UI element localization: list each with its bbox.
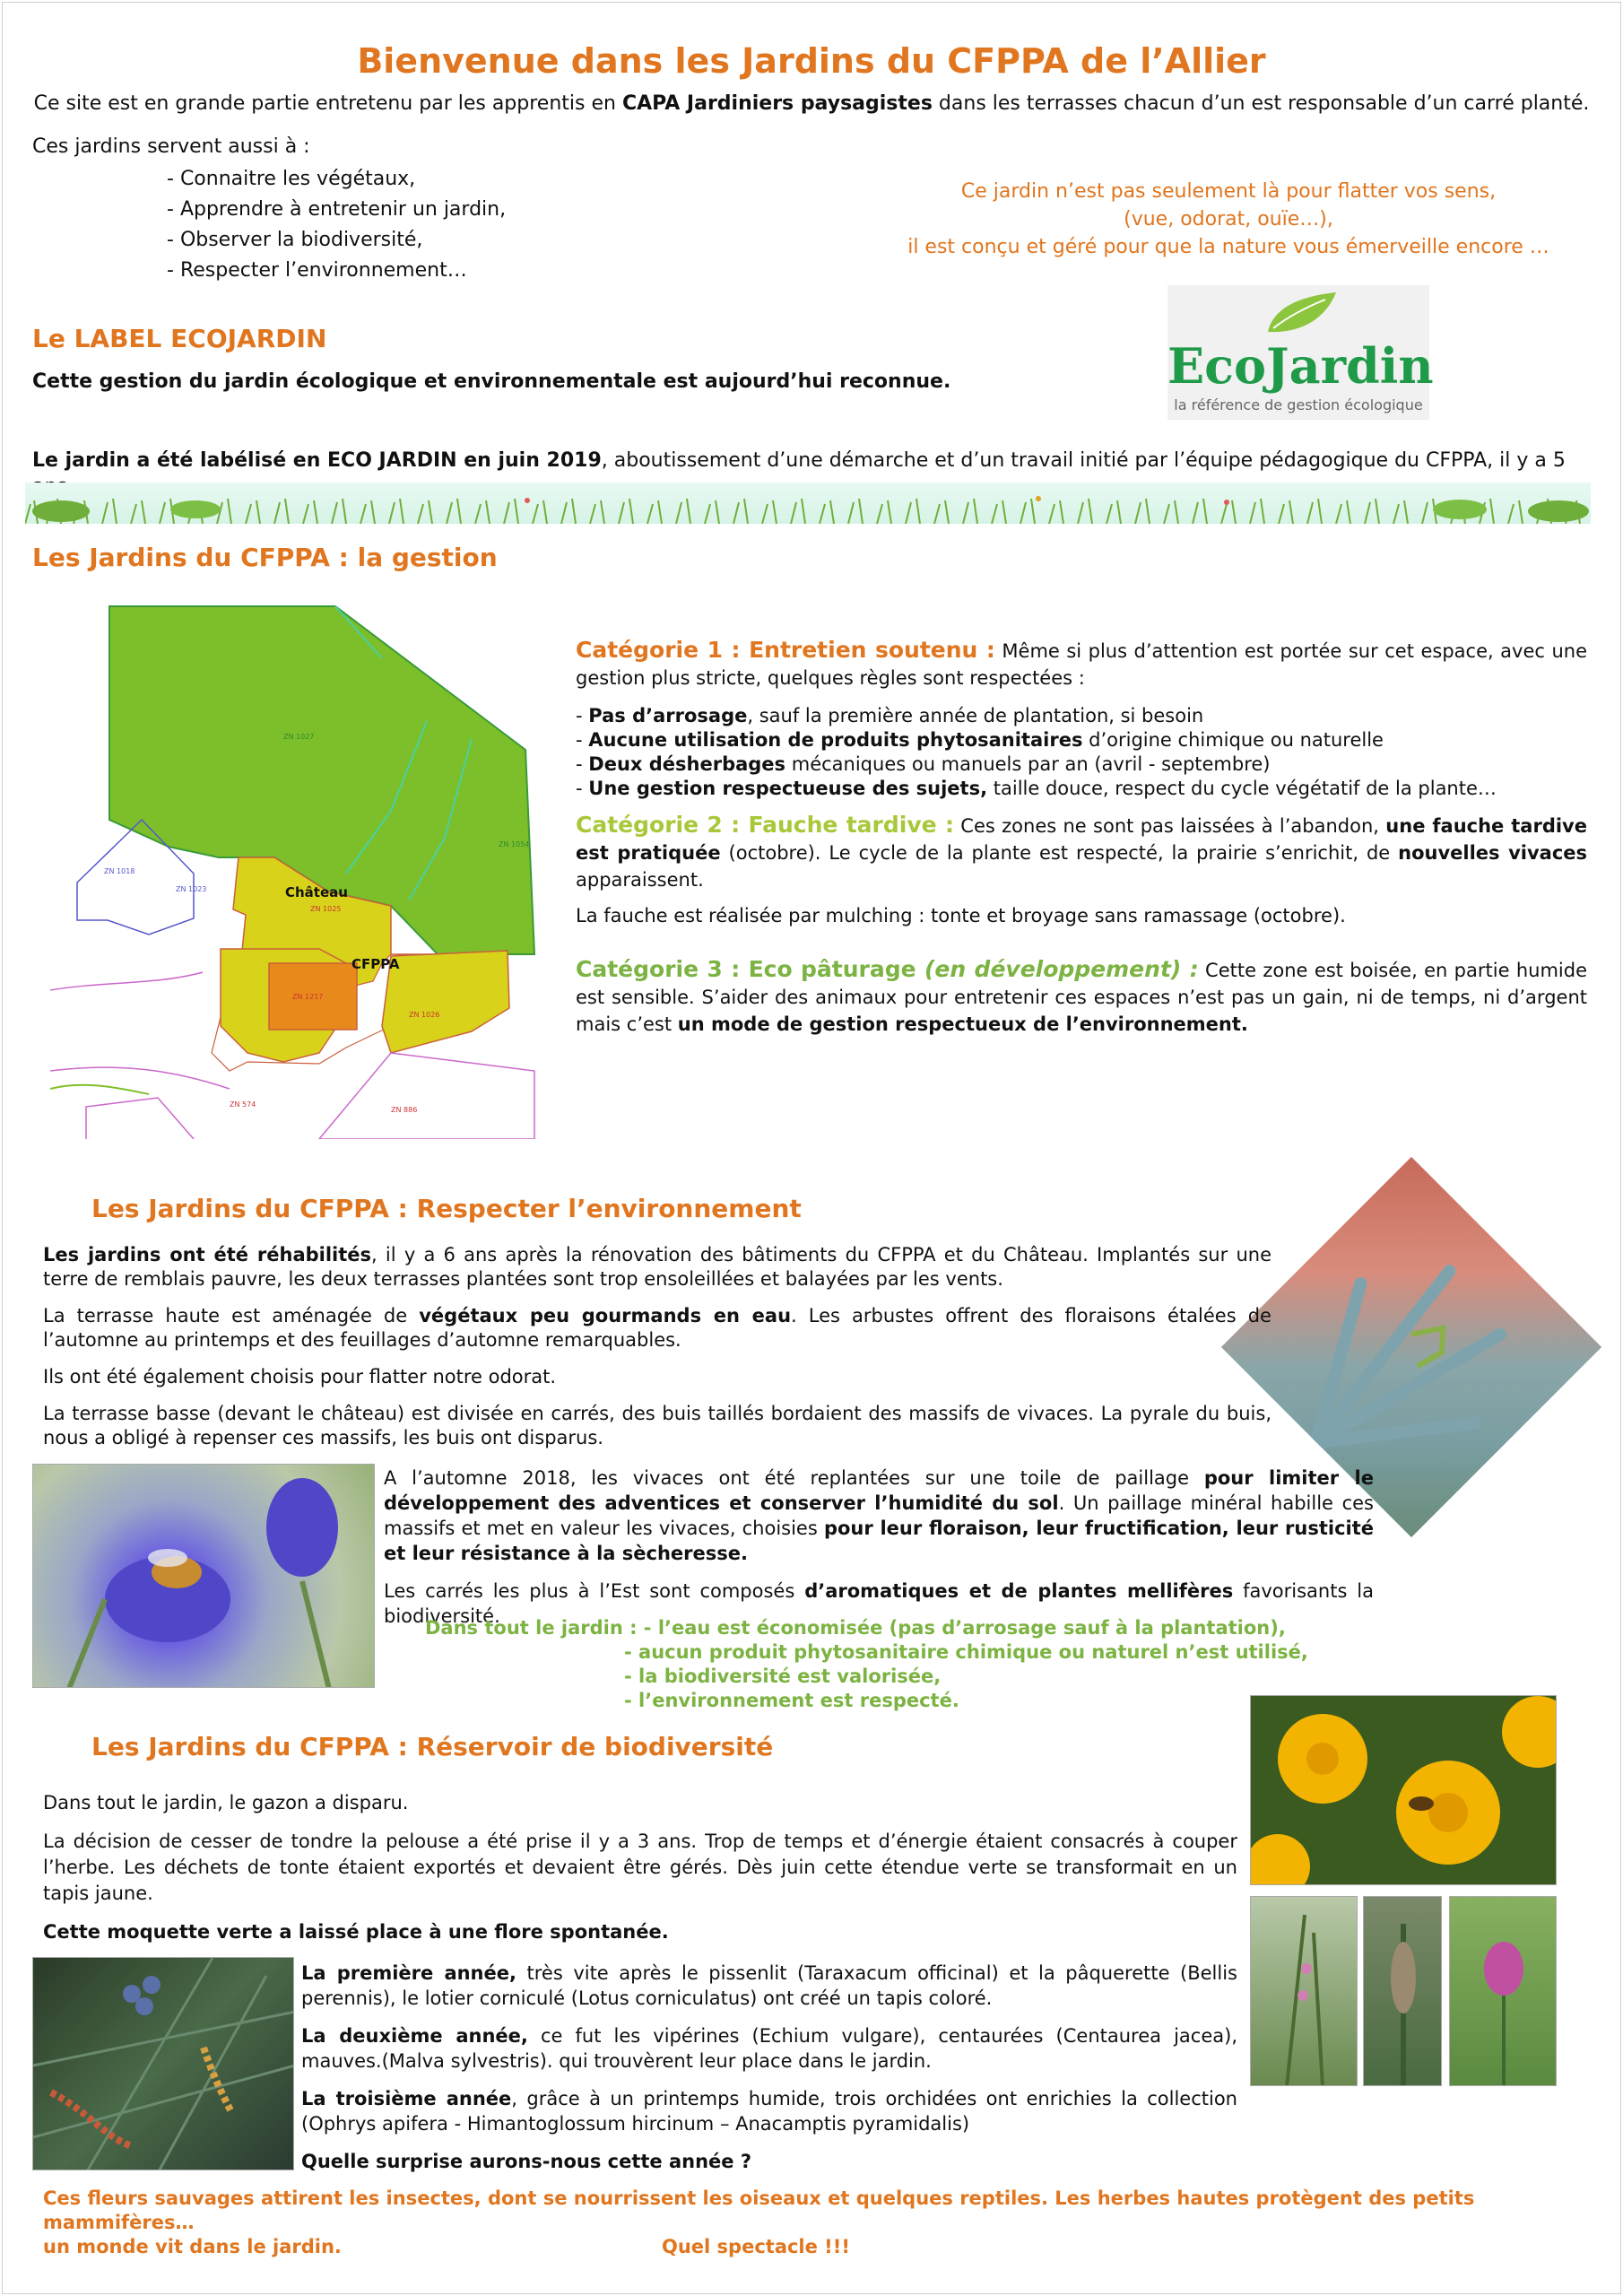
closing-text [43,2187,1567,2259]
environment-summary [425,1616,1322,1713]
cat3-paragraph: Catégorie 3 : Eco pâturage (en développement) : Cette zone est boisée, en partie humide est sensible. S’aider des animaux pour entretenir ces espaces n’est pas un gain, ni de temps, ni d’argent mais c’est un mode de gestion respectueux de l’environnement. [576,956,1588,1035]
bio-p1: Dans tout le jardin, le gazon a disparu. [43,1792,409,1813]
list-item: - Une gestion respectueuse des sujets, taille douce, respect du cycle végétatif de la plante… [576,777,1587,801]
environment-heading: Les Jardins du CFPPA : Respecter l’environnement [91,1194,802,1223]
grass-banner [25,483,1591,524]
orchid-photo-3 [1449,1896,1557,2086]
senses-line: il est conçu et géré pour que la nature vous émerveille encore … [907,236,1549,258]
caterpillar-photo [32,1957,294,2170]
env-p4: La terrasse basse (devant le château) est divisée en carrés, des buis taillés bordaient des massifs de vivaces. La pyrale du buis, nous a obligé à repenser ces massifs, les buis ont disparus. [43,1403,1271,1448]
cat2-paragraph: Catégorie 2 : Fauche tardive : Ces zones ne sont pas laissées à l’abandon, une fauche tardive est pratiquée (octobre). Le cycle de la plante est respecté, la prairie s’enrichit, de nouvelles vivaces apparaissent. [576,812,1588,891]
bio-year-2: La deuxième année, ce fut les vipérines (Echium vulgare), centaurées (Centaurea jacea), mauves.(Malva sylvestris). qui trouvèrent leur place dans le jardin. [301,2025,1237,2072]
environment-text [43,1243,1271,1450]
closing-line: Ces fleurs sauvages attirent les insectes, dont se nourrissent les oiseaux et quelques reptiles. Les herbes hautes protègent des petits mammifères… [43,2187,1475,2233]
summary-item: - la biodiversité est valorisée, [624,1665,942,1687]
senses-line: (vue, odorat, ouïe…), [1124,208,1333,230]
ecojardin-logo [1167,285,1434,420]
svg-text:ZN 1217: ZN 1217 [292,993,324,1001]
svg-text:ZN 1054: ZN 1054 [499,840,530,848]
env-p3: Ils ont été également choisis pour flatter notre odorat. [43,1366,557,1387]
list-item: - Pas d’arrosage, sauf la première année de plantation, si besoin [576,704,1587,728]
svg-text:ZN 1025: ZN 1025 [310,905,342,913]
bio-year-1: La première année, très vite après le pissenlit (Taraxacum officinal) et la pâquerette (Bellis perennis), le lotier corniculé (Lotus corniculatus) ont créé un tapis coloré. [301,1962,1237,2009]
page-title: Bienvenue dans les Jardins du CFPPA de l’Allier [357,41,1266,81]
env-p6: Les carrés les plus à l’Est sont composés d’aromatiques et de plantes mellifères favorisants la biodiversité. [384,1580,1375,1627]
logo-tagline: la référence de gestion écologique [1174,396,1423,413]
orchid-photo-1 [1250,1896,1358,2086]
map-label-chateau: Château [285,884,348,900]
label-sentence: Cette gestion du jardin écologique et environnementale est aujourd’hui reconnue. [32,370,951,393]
list-item: - Deux désherbages mécaniques ou manuels par an (avril - septembre) [576,752,1587,777]
bee-cornflower-photo [32,1464,375,1688]
environment-text-2 [384,1465,1374,1629]
biodiversity-text [43,1790,1237,1945]
env-p1: Les jardins ont été réhabilités, il y a 6 ans après la rénovation des bâtiments du CFPPA et du Château. Implantés sur une terre de remblais pauvre, les deux terrasses plantées sont trop ensoleillées et balayées par les vents. [43,1244,1272,1290]
senses-text [852,178,1605,261]
site-map-drawing [50,604,542,1139]
orchid-photo-2 [1363,1896,1442,2086]
svg-text:ZN 1026: ZN 1026 [409,1011,440,1019]
list-item: - Observer la biodiversité, [167,225,570,256]
gestion-categories [576,637,1587,1038]
summary-item: - l’environnement est respecté. [624,1690,959,1711]
bio-p2: La décision de cesser de tondre la pelouse a été prise il y a 3 ans. Trop de temps et d’énergie étaient consacrés à couper l’herbe. Les déchets de tonte étaient exportés et devaient être gérés. Dès juin cette étendue verte se transformait en un tapis jaune. [43,1831,1237,1904]
svg-text:ZN 1018: ZN 1018 [104,867,135,875]
site-map [50,604,542,1139]
svg-text:ZN 1023: ZN 1023 [176,885,207,893]
bio-year-3: La troisième année, grâce à un printemps humide, trois orchidées ont enrichies la collection (Ophrys apifera - Himantoglossum hircinum – Anacamptis pyramidalis) [301,2088,1237,2135]
list-item: - Aucune utilisation de produits phytosanitaires d’origine chimique ou naturelle [576,728,1587,752]
map-label-cfppa: CFPPA [352,956,400,972]
list-item: - Apprendre à entretenir un jardin, [167,195,570,225]
intro-text: Ce site est en grande partie entretenu par les apprentis en CAPA Jardiniers paysagistes dans les terrasses chacun d’un est responsable d’un carré planté. [33,92,1590,115]
closing-line: un monde vit dans le jardin. Quel spectacle !!! [43,2236,850,2257]
logo-name: EcoJardin [1167,337,1434,395]
cat1-rules [576,704,1587,801]
biodiversity-heading: Les Jardins du CFPPA : Réservoir de biodiversité [91,1732,774,1761]
list-item: - Connaitre les végétaux, [167,164,570,195]
svg-text:ZN 1027: ZN 1027 [283,733,315,741]
label-date-text: Le jardin a été labélisé en ECO JARDIN en juin 2019, aboutissement d’une démarche et d’un travail initié par l’équipe pédagogique du CFPPA, il y a 5 [32,449,1566,472]
env-p2: La terrasse haute est aménagée de végétaux peu gourmands en eau. Les arbustes offrent des floraisons étalées de l’automne au printemps et des feuillages d’automne remarquables. [43,1305,1271,1351]
svg-text:ZN 886: ZN 886 [391,1106,418,1114]
grass-decoration [25,483,1591,524]
senses-line: Ce jardin n’est pas seulement là pour flatter vos sens, [960,180,1497,203]
bio-p3: Cette moquette verte a laissé place à une flore spontanée. [43,1921,669,1943]
dandelion-photo [1250,1695,1557,1885]
summary-item: - aucun produit phytosanitaire chimique ou naturel n’est utilisé, [624,1641,1308,1663]
purposes-list [167,164,570,286]
bio-question: Quelle surprise aurons-nous cette année ? [301,2151,752,2172]
purposes-lead: Ces jardins servent aussi à : [32,135,310,158]
cat2-note: La fauche est réalisée par mulching : tonte et broyage sans ramassage (octobre). [576,905,1346,926]
summary-lead: Dans tout le jardin : - l’eau est économisée (pas d’arrosage sauf à la plantation), [425,1617,1286,1639]
env-p5: A l’automne 2018, les vivaces ont été replantées sur une toile de paillage pour limiter le développement des adventices et conserver l’humidité du sol. Un paillage minéral habille ces massifs et met en valeur les vivaces, choisies pour leur floraison, leur fructification, leur rusticité et leur résistance à la sècheresse. [384,1467,1374,1564]
label-heading: Le LABEL ECOJARDIN [32,324,327,353]
list-item: - Respecter l’environnement… [167,256,570,286]
cat1-paragraph: Catégorie 1 : Entretien soutenu : Même si plus d’attention est portée sur cet espace, avec une gestion plus stricte, quelques règles sont respectées : [576,637,1587,689]
gestion-heading: Les Jardins du CFPPA : la gestion [32,543,498,572]
svg-text:ZN 574: ZN 574 [230,1100,256,1109]
purposes-block [32,135,570,286]
biodiversity-years [301,1961,1237,2174]
